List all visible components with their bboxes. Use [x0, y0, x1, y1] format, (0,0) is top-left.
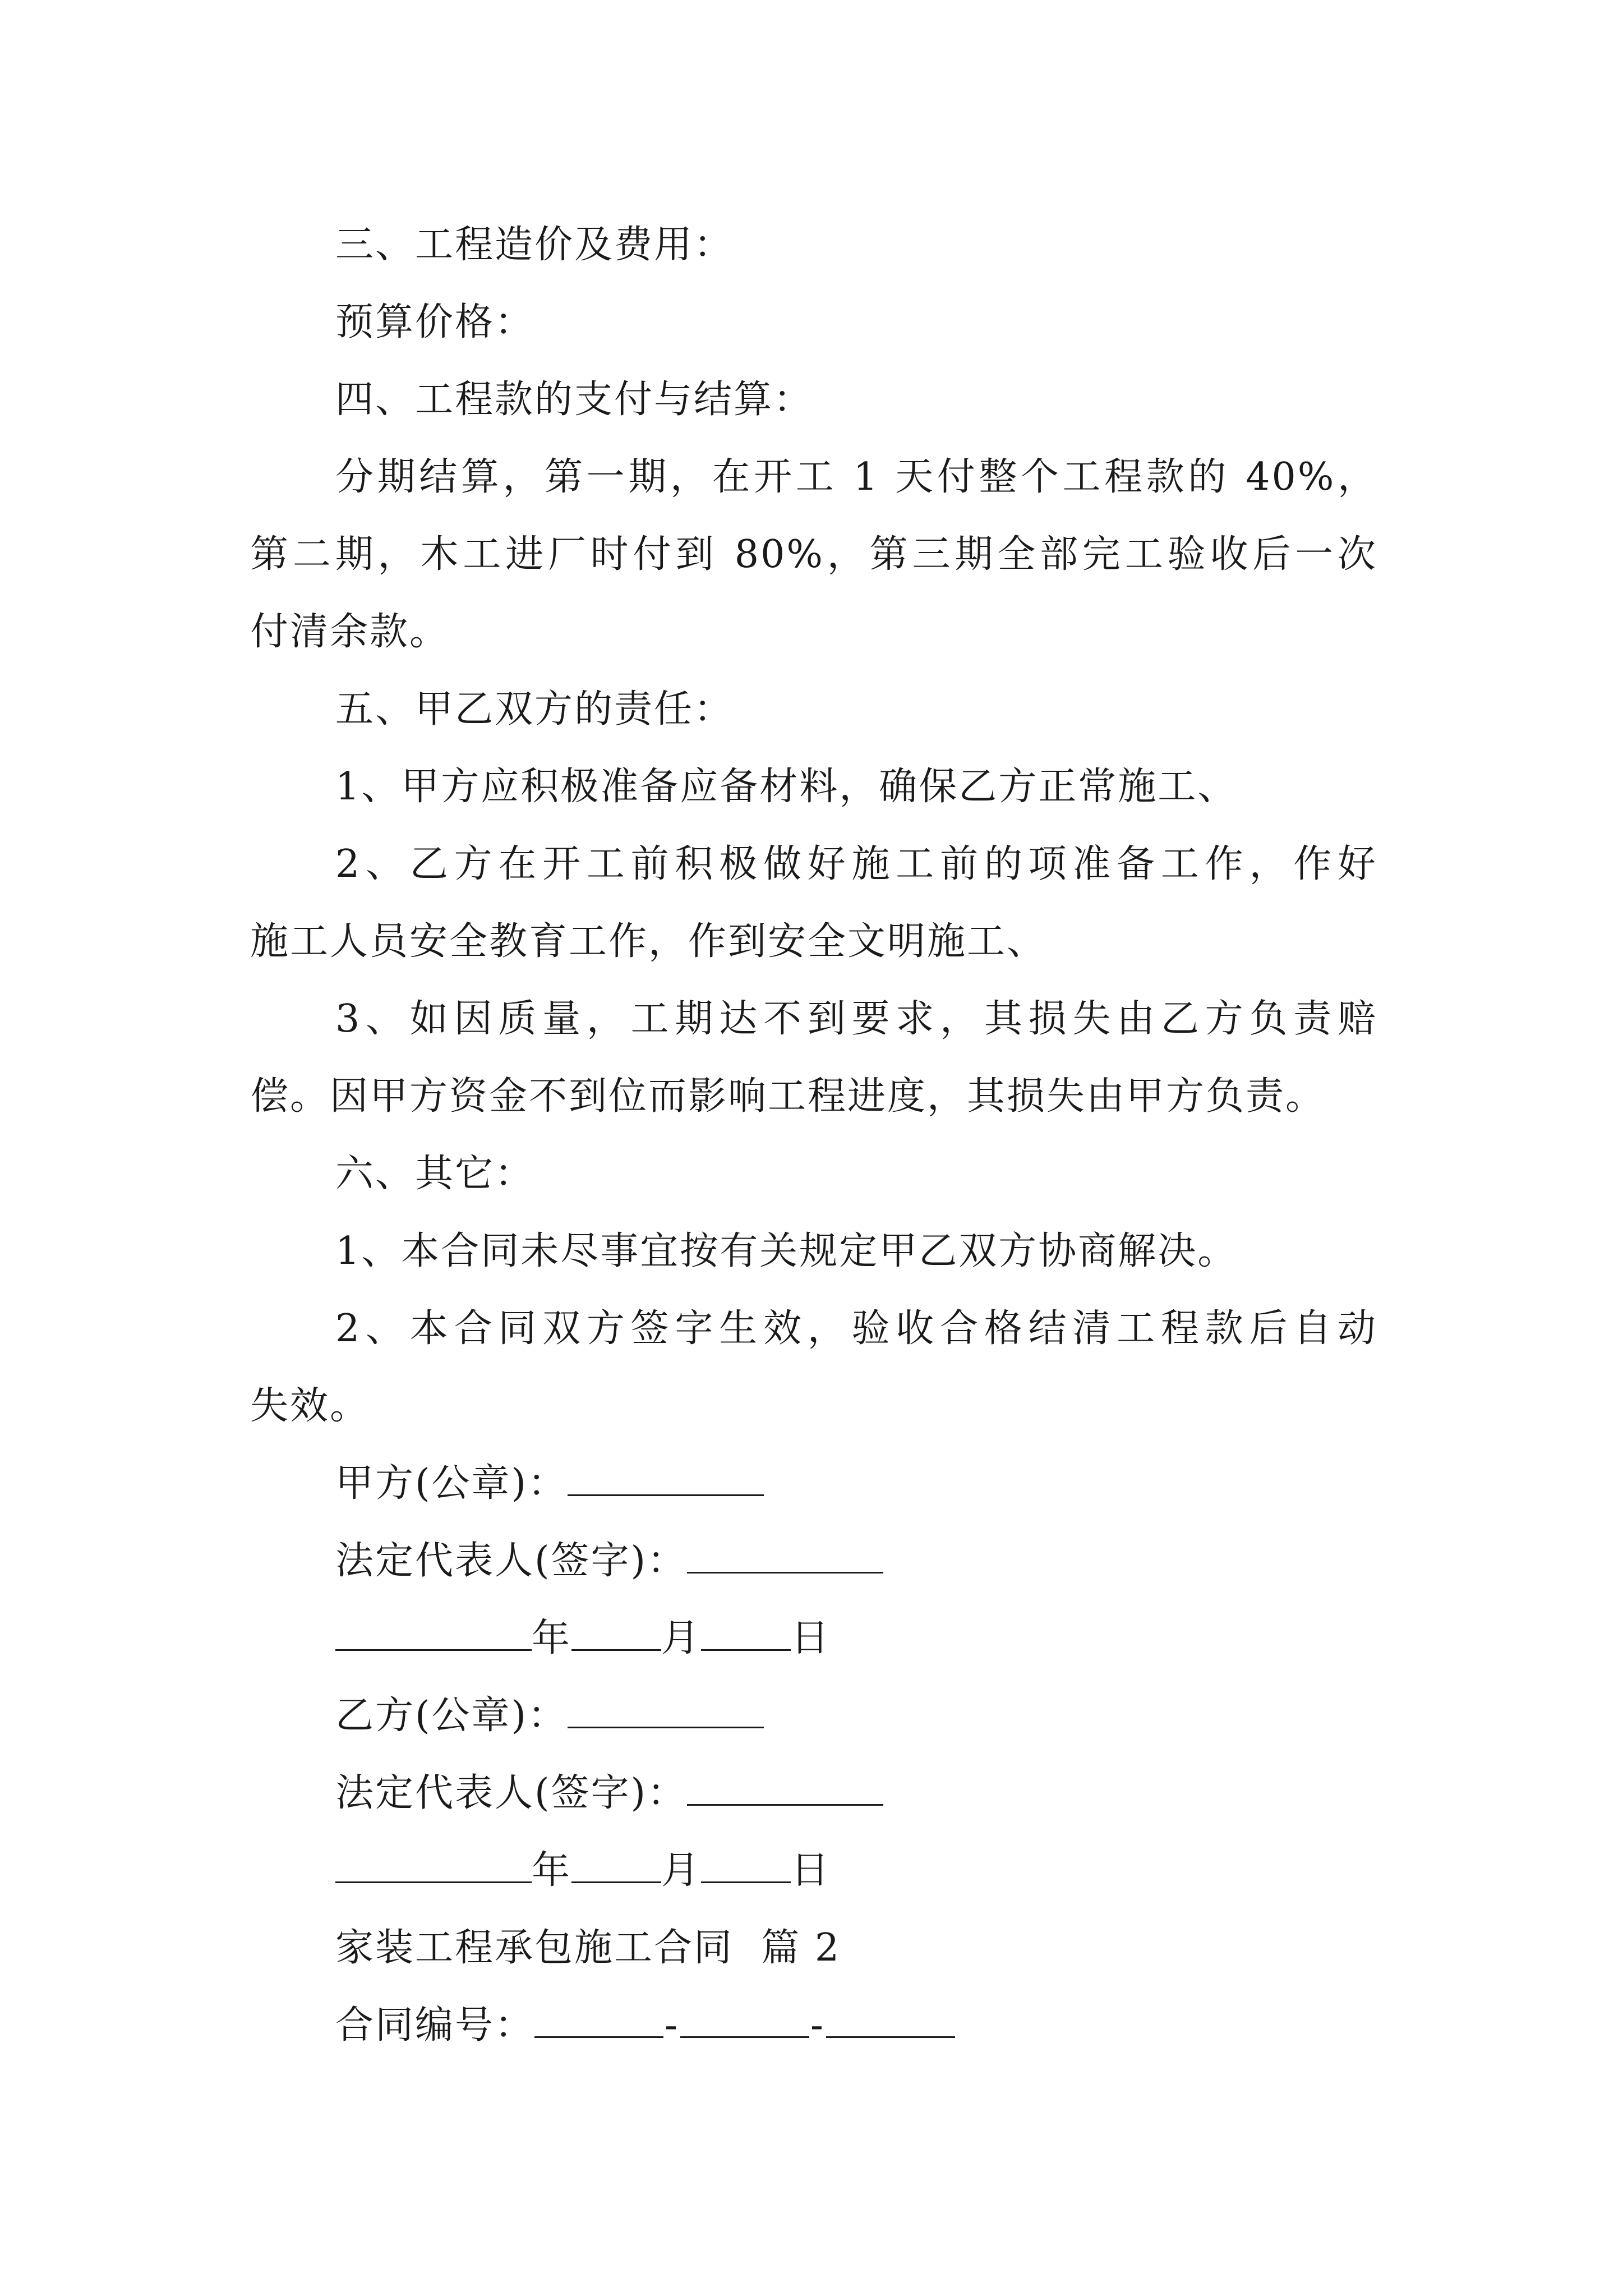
party-a-rep-label: 法定代表人(签字)： — [335, 1539, 688, 1583]
section-heading-payment: 四、工程款的支付与结算： — [335, 378, 814, 422]
section-heading-other: 六、其它： — [335, 1152, 535, 1196]
duty-item-2-line-1: 2、乙方在开工前积极做好施工前的项准备工作，作好 — [335, 842, 1377, 886]
party-a-year-blank[interactable] — [335, 1614, 532, 1651]
year-label: 年 — [532, 1616, 572, 1660]
party-b-rep-signature-blank[interactable] — [687, 1769, 883, 1806]
duty-item-3-line-2: 偿。因甲方资金不到位而影响工程进度，其损失由甲方负责。 — [250, 1074, 1326, 1119]
party-a-rep-row — [250, 1522, 1377, 1600]
party-a-seal-blank[interactable] — [568, 1460, 764, 1496]
section-heading-cost: 三、工程造价及费用： — [335, 223, 734, 267]
party-a-day-blank[interactable] — [701, 1614, 791, 1651]
duty-item-2-line-2: 施工人员安全教育工作，作到安全文明施工、 — [250, 919, 1047, 964]
year-label: 年 — [532, 1848, 572, 1893]
party-a-seal-row — [250, 1445, 1377, 1522]
party-b-day-blank[interactable] — [701, 1847, 791, 1883]
party-b-rep-row — [250, 1755, 1377, 1832]
month-label: 月 — [661, 1848, 702, 1893]
duty-item-1: 1、甲方应积极准备应备材料，确保乙方正常施工、 — [335, 765, 1238, 809]
contract-number-label: 合同编号： — [335, 2003, 535, 2047]
contract-number-separator: - — [810, 2003, 825, 2047]
payment-terms-line-1: 分期结算，第一期，在开工 1 天付整个工程款的 40%， — [335, 455, 1377, 499]
day-label: 日 — [791, 1616, 831, 1660]
day-label: 日 — [791, 1848, 831, 1893]
party-b-seal-row — [250, 1677, 1377, 1755]
other-item-2-line-2: 失效。 — [250, 1384, 370, 1428]
section-heading-duties: 五、甲乙双方的责任： — [335, 687, 734, 731]
month-label: 月 — [661, 1616, 702, 1660]
party-a-seal-label: 甲方(公章)： — [335, 1461, 568, 1506]
other-item-2-line-1: 2、本合同双方签字生效，验收合格结清工程款后自动 — [335, 1306, 1377, 1351]
other-item-1: 1、本合同未尽事宜按有关规定甲乙双方协商解决。 — [335, 1229, 1238, 1273]
next-contract-title: 家装工程承包施工合同 篇 2 — [335, 1926, 841, 1970]
party-b-seal-label: 乙方(公章)： — [335, 1694, 568, 1738]
party-b-month-blank[interactable] — [571, 1847, 661, 1883]
contract-number-blank-3[interactable] — [826, 2001, 955, 2038]
contract-number-blank-1[interactable] — [534, 2001, 663, 2038]
party-a-month-blank[interactable] — [571, 1614, 661, 1651]
contract-number-blank-2[interactable] — [680, 2001, 809, 2038]
party-a-date-row — [250, 1600, 1377, 1677]
payment-terms-line-3: 付清余款。 — [250, 610, 450, 654]
party-a-rep-signature-blank[interactable] — [687, 1537, 883, 1573]
contract-number-row — [250, 1987, 1377, 2064]
party-b-date-row — [250, 1832, 1377, 1910]
party-b-rep-label: 法定代表人(签字)： — [335, 1771, 688, 1815]
contract-number-separator: - — [665, 2003, 679, 2047]
party-b-seal-blank[interactable] — [568, 1692, 764, 1728]
payment-terms-line-2: 第二期，木工进厂时付到 80%，第三期全部完工验收后一次 — [250, 532, 1377, 577]
budget-price-label: 预算价格： — [335, 300, 535, 344]
party-b-year-blank[interactable] — [335, 1847, 532, 1883]
duty-item-3-line-1: 3、如因质量，工期达不到要求，其损失由乙方负责赔 — [335, 997, 1377, 1041]
document-body — [250, 206, 1377, 2064]
